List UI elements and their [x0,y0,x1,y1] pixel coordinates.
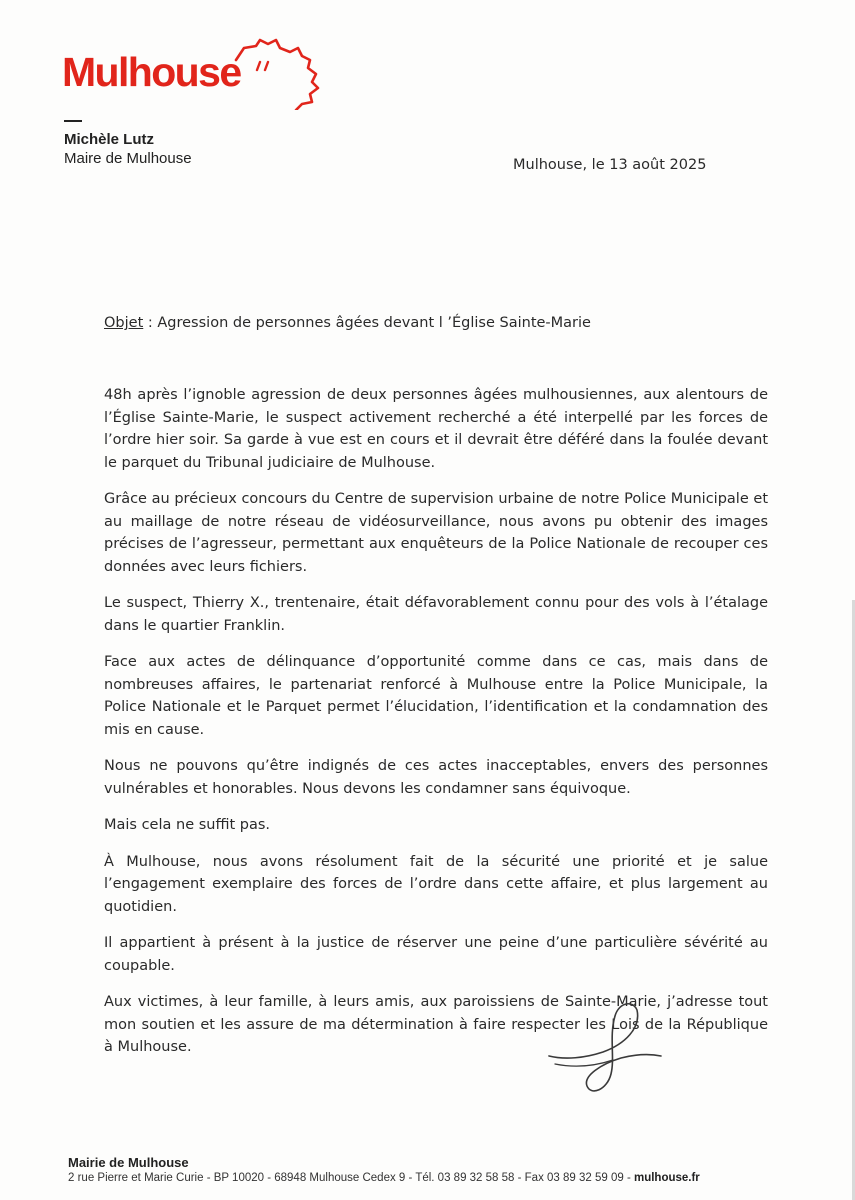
body-paragraph: 48h après l’ignoble agression de deux personnes âgées mulhousiennes, aux alentours de l’Église Sainte-Marie, le suspect activement recherché a été interpellé par les forces de l’ordre hier soir. Sa garde à vue est en cours et il devrait être déféré dans la foulée devant le parquet du Tribunal judiciaire de Mulhouse. [104,387,768,471]
subject-separator: : [143,315,158,331]
footer-website-link[interactable]: mulhouse.fr [633,1172,700,1184]
body-paragraph: Grâce au précieux concours du Centre de supervision urbaine de notre Police Municipale et au maillage de notre réseau de vidéosurveillance, nous avons pu obtenir des images précises de l’agresseur, permettant aux enquêteurs de la Police Nationale de recouper ces données avec leurs fichiers. [104,491,768,575]
sender-title: Maire de Mulhouse [64,150,192,167]
footer-address [68,1172,700,1184]
signature [545,998,665,1098]
letter-body [104,384,768,1073]
body-paragraph: Face aux actes de délinquance d’opportunité comme dans ce cas, mais dans de nombreuses affaires, le partenariat renforcé à Mulhouse entre la Police Municipale, la Police Nationale et le Parquet permet l’élucidation, l’identification et la condamnation des mis en cause. [104,654,768,738]
sender-name: Michèle Lutz [64,131,155,148]
body-paragraph: Mais cela ne suffit pas. [104,817,271,833]
body-paragraph: Nous ne pouvons qu’être indignés de ces actes inacceptables, envers des personnes vulnérables et honorables. Nous devons les condamner sans équivoque. [104,758,768,797]
body-paragraph: À Mulhouse, nous avons résolument fait de la sécurité une priorité et je salue l’engagement exemplaire des forces de l’ordre dans cette affaire, et plus largement au quotidien. [104,853,768,915]
footer-organisation: Mairie de Mulhouse [68,1155,189,1170]
mulhouse-logo [62,38,282,108]
header-rule [64,120,82,122]
body-paragraph: Il appartient à présent à la justice de réserver une peine d’une particulière sévérité au coupable. [104,935,768,974]
letter-date: Mulhouse, le 13 août 2025 [513,157,707,173]
subject-text: Agression de personnes âgées devant l ’Église Sainte-Marie [157,315,591,331]
logo-wordmark: Mulhouse [62,49,241,95]
subject-label: Objet [104,315,144,331]
body-paragraph: Aux victimes, à leur famille, à leurs amis, aux paroissiens de Sainte-Marie, j’adresse tout mon soutien et les assure de ma détermination à faire respecter les Lois de la République à Mulhouse. [104,994,768,1055]
body-paragraph: Le suspect, Thierry X., trentenaire, était défavorablement connu pour des vols à l’étalage dans le quartier Franklin. [104,595,768,634]
footer-address-text: 2 rue Pierre et Marie Curie - BP 10020 - 68948 Mulhouse Cedex 9 - Tél. 03 89 32 58 58 - Fax 03 89 32 59 09 - [68,1172,634,1184]
subject-line [104,315,591,331]
